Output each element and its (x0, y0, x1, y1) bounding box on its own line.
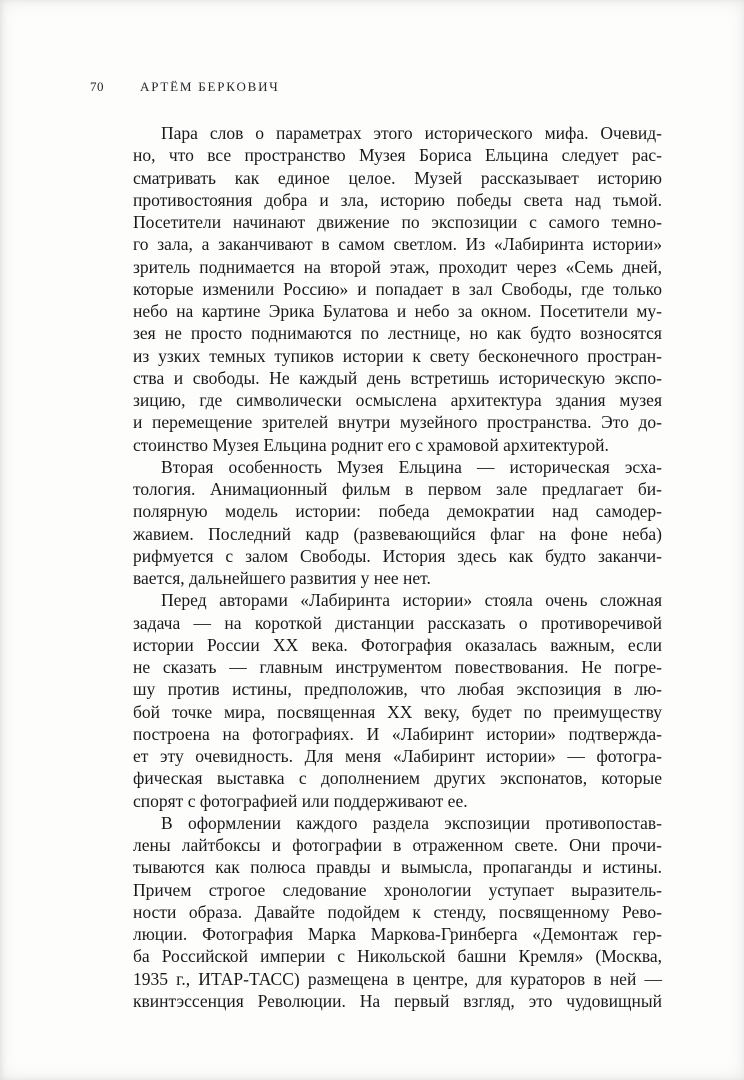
page-number: 70 (90, 79, 104, 94)
text-line: небо на картине Эрика Булатова и небо за окном. Посетители му- (133, 301, 662, 321)
text-line: которые изменили Россию» и попадает в зал Свободы, где только (133, 278, 662, 299)
text-line: зея не просто поднимаются по лестнице, но как будто возносятся (133, 323, 662, 344)
text-line: полярную модель истории: победа демократии над самодер- (133, 501, 662, 522)
text-line: вается, дальнейшего развития у нее нет. (133, 568, 431, 588)
text-line: стоинство Музея Ельцина роднит его с храмовой архитектурой. (133, 434, 609, 455)
text-line: люции. Фотография Марка Маркова-Гринберга «Демонтаж гер- (133, 924, 662, 944)
text-line: фическая выставка с дополнением других экспонатов, которые (133, 768, 662, 789)
text-line: Посетители начинают движение по экспозиции с самого темно- (133, 212, 662, 232)
text-line: и перемещение зрителей внутри музейного пространства. Это до- (133, 412, 662, 433)
text-line: шу против истины, предположив, что любая экспозиция в лю- (133, 679, 662, 700)
running-head: АРТЁМ БЕРКОВИЧ (140, 79, 280, 94)
text-line: ба Российской империи с Никольской башни Кремля» (Москва, (133, 946, 662, 967)
text-line: В оформлении каждого раздела экспозиции противопостав- (161, 812, 662, 833)
text-line: противостояния добра и зла, историю победы света над тьмой. (133, 189, 662, 210)
text-line: из узких темных тупиков истории к свету бесконечного простран- (133, 345, 662, 366)
text-line: бой точке мира, посвященная XX веку, будет по преимуществу (133, 701, 662, 722)
body-text (133, 122, 662, 1012)
text-line: 1935 г., ИТАР-ТАСС) размещена в центре, для кураторов в ней — (133, 968, 662, 989)
text-line: но, что все пространство Музея Бориса Ельцина следует рас- (133, 145, 662, 166)
text-line: задача — на короткой дистанции рассказать о противоречивой (133, 612, 662, 633)
text-line: тываются как полюса правды и вымысла, пропаганды и истины. (133, 857, 662, 878)
text-line: квинтэссенция Революции. На первый взгляд, это чудовищный (133, 990, 662, 1011)
text-line: сматривать как единое целое. Музей рассказывает историю (133, 167, 662, 188)
text-line: спорят с фотографией или поддерживают ее. (133, 790, 468, 811)
text-line: Перед авторами «Лабиринта истории» стояла очень сложная (161, 590, 662, 611)
text-line: тология. Анимационный фильм в первом зале предлагает би- (133, 479, 662, 499)
text-line: Пара слов о параметрах этого исторического мифа. Очевид- (161, 123, 662, 143)
text-line: ства и свободы. Не каждый день встретишь историческую экспо- (133, 367, 662, 388)
text-line: рифмуется с залом Свободы. История здесь как будто заканчи- (133, 545, 662, 566)
text-line: Причем строгое следование хронологии уступает выразитель- (133, 879, 662, 900)
text-line: лены лайтбоксы и фотографии в отраженном свете. Они прочи- (133, 835, 662, 855)
text-line: построена на фотографиях. И «Лабиринт истории» подтвержда- (133, 723, 662, 744)
text-line: го зала, а заканчивают в самом светлом. Из «Лабиринта истории» (133, 234, 662, 255)
text-line: ности образа. Давайте подойдем к стенду, посвященному Рево- (133, 901, 662, 922)
text-line: Вторая особенность Музея Ельцина — историческая эсха- (161, 456, 662, 477)
text-line: жавием. Последний кадр (развевающийся флаг на фоне неба) (133, 523, 662, 544)
text-line: зритель поднимается на второй этаж, проходит через «Семь дней, (133, 256, 662, 277)
text-line: истории России XX века. Фотография оказалась важным, если (133, 634, 662, 655)
text-line: не сказать — главным инструментом повествования. Не погре- (133, 657, 662, 677)
text-line: зицию, где символически осмыслена архитектура здания музея (133, 390, 662, 410)
text-line: ет эту очевидность. Для меня «Лабиринт истории» — фотогра- (133, 746, 662, 766)
